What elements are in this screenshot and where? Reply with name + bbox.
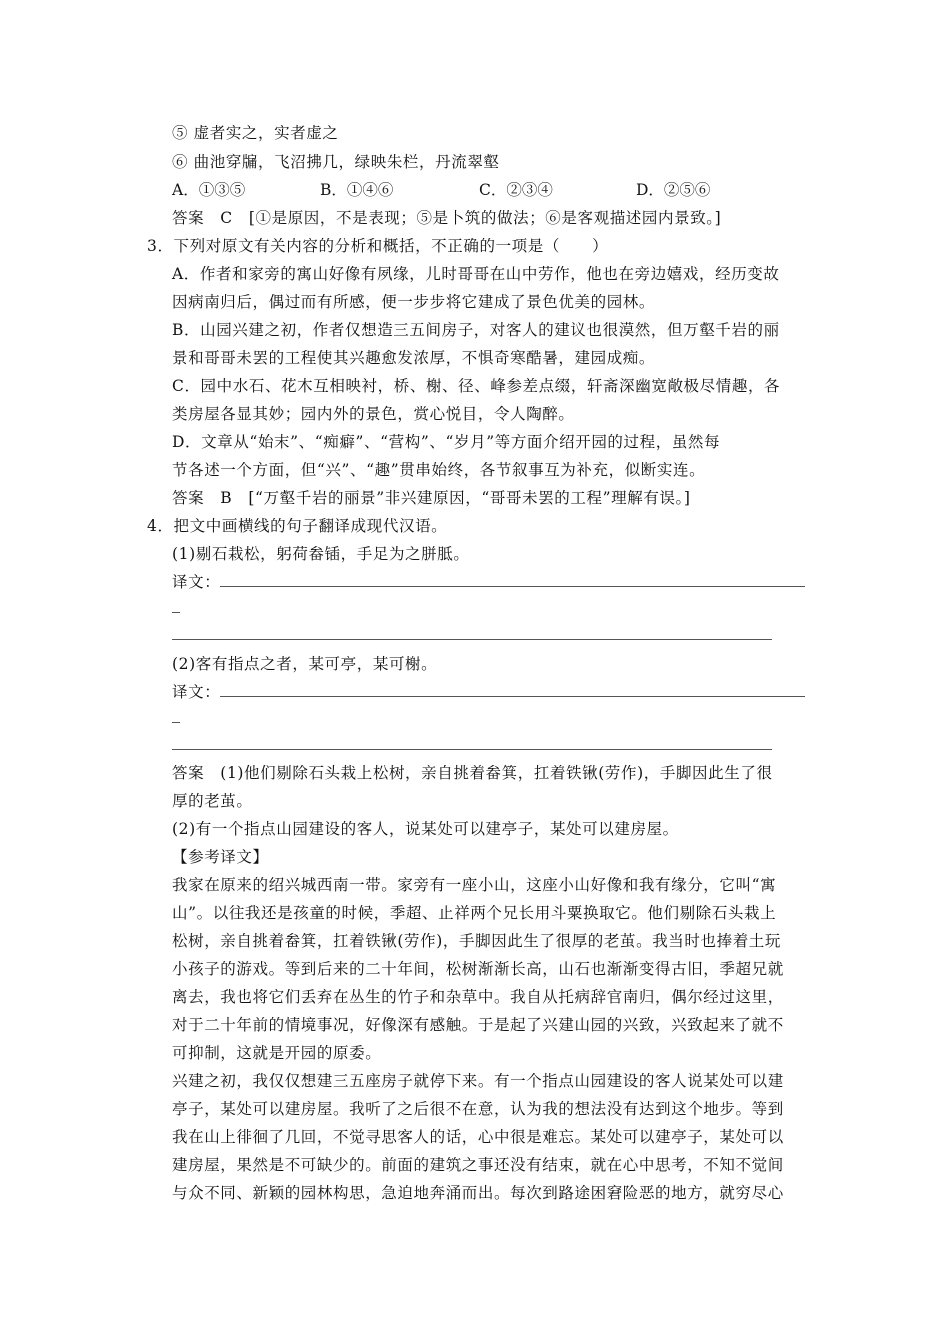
reference-p2-line2: 亭子，某处可以建房屋。我听了之后很不在意，认为我的想法没有达到这个地步。等到	[172, 1100, 784, 1118]
q3-option-b-line2: 景和哥哥未罢的工程使其兴趣愈发浓厚，不惧奇寒酷暑，建园成痴。	[172, 349, 656, 367]
reference-p2-line1: 兴建之初，我仅仅想建三五座房子就停下来。有一个指点山园建设的客人说某处可以建	[172, 1072, 784, 1090]
q2-option-c: C．②③④	[479, 181, 553, 199]
reference-p1-line5: 离去，我也将它们丢弃在丛生的竹子和杂草中。我自从托病辞官南归，偶尔经过这里，	[172, 988, 784, 1006]
q3-option-b-line1: B．山园兴建之初，作者仅想造三五间房子，对客人的建议也很漠然，但万壑千岩的丽	[172, 321, 780, 339]
q4-answer-1-line1: 答案 (1)他们剔除石头栽上松树，亲自挑着畚箕，扛着铁锹(劳作)，手脚因此生了很	[172, 764, 773, 782]
q4-sentence-1: (1)剔石栽松，躬荷畚锸，手足为之胼胝。	[172, 545, 470, 563]
reference-p1-line7: 可抑制，这就是开园的原委。	[172, 1044, 382, 1062]
reference-p2-line3: 我在山上徘徊了几回，不觉寻思客人的话，心中很是难忘。某处可以建亭子，某处可以	[172, 1128, 784, 1146]
reference-p1-line3: 松树，亲自挑着畚箕，扛着铁锹(劳作)，手脚因此生了很厚的老茧。我当时也捧着土玩	[172, 932, 781, 950]
q4-translate-label-1: 译文：	[172, 573, 221, 591]
q3-answer: 答案 B [“万壑千岩的丽景”非兴建原因，“哥哥未罢的工程”理解有误。]	[172, 489, 691, 507]
answer-line-2b[interactable]	[172, 749, 772, 750]
q2-item-6: ⑥ 曲池穿牖，飞沼拂几，绿映朱栏，丹流翠壑	[172, 153, 500, 171]
reference-p1-line2: 山”。以往我还是孩童的时候，季超、止祥两个兄长用斗粟换取它。他们剔除石头栽上	[172, 904, 777, 922]
q2-option-d: D．②⑤⑥	[636, 181, 711, 199]
answer-line-2a[interactable]	[220, 696, 805, 697]
answer-line-2-continuation	[172, 722, 180, 723]
q4-sentence-2: (2)客有指点之者，某可亭，某可榭。	[172, 655, 438, 673]
q3-option-a-line2: 因病南归后，偶过而有所感，便一步步将它建成了景色优美的园林。	[172, 293, 656, 311]
answer-line-1-continuation	[172, 612, 180, 613]
reference-p2-line5: 与众不同、新颖的园林构思，急迫地奔涌而出。每次到路途困窘险恶的地方，就穷尽心	[172, 1184, 784, 1202]
reference-p2-line4: 建房屋，果然是不可缺少的。前面的建筑之事还没有结束，就在心中思考，不知不觉间	[172, 1156, 784, 1174]
answer-line-1a[interactable]	[220, 586, 805, 587]
q2-answer: 答案 C [①是原因，不是表现；⑤是卜筑的做法；⑥是客观描述园内景致。]	[172, 209, 722, 227]
q3-option-c-line2: 类房屋各显其妙；园内外的景色，赏心悦目，令人陶醉。	[172, 405, 575, 423]
q2-option-a: A．①③⑤	[172, 181, 246, 199]
q2-option-b: B．①④⑥	[320, 181, 394, 199]
reference-p1-line4: 小孩子的游戏。等到后来的二十年间，松树渐渐长高，山石也渐渐变得古旧，季超兄就	[172, 960, 784, 978]
q3-option-c-line1: C．园中水石、花木互相映衬，桥、榭、径、峰参差点缀，轩斋深幽宽敞极尽情趣，各	[172, 377, 781, 395]
reference-heading: 【参考译文】	[172, 848, 269, 866]
q3-option-d-line1: D．文章从“始末”、“痴癖”、“营构”、“岁月”等方面介绍开园的过程，虽然每	[172, 433, 721, 451]
q4-answer-1-line2: 厚的老茧。	[172, 792, 253, 810]
q4-translate-label-2: 译文：	[172, 683, 221, 701]
reference-p1-line6: 对于二十年前的情境事况，好像深有感触。于是起了兴建山园的兴致，兴致起来了就不	[172, 1016, 784, 1034]
q4-answer-2: (2)有一个指点山园建设的客人，说某处可以建亭子，某处可以建房屋。	[172, 820, 679, 838]
q3-option-d-line2: 节各述一个方面，但“兴”、“趣”贯串始终，各节叙事互为补充，似断实连。	[172, 461, 706, 479]
q4-stem: 4．把文中画横线的句子翻译成现代汉语。	[147, 517, 448, 535]
q2-item-5: ⑤ 虚者实之，实者虚之	[172, 124, 339, 142]
answer-line-1b[interactable]	[172, 639, 772, 640]
reference-p1-line1: 我家在原来的绍兴城西南一带。家旁有一座小山，这座小山好像和我有缘分，它叫“寓	[172, 876, 777, 894]
q3-option-a-line1: A．作者和家旁的寓山好像有夙缘，儿时哥哥在山中劳作，他也在旁边嬉戏，经历变故	[172, 265, 780, 283]
q3-stem: 3．下列对原文有关内容的分析和概括，不正确的一项是（ ）	[147, 237, 609, 255]
